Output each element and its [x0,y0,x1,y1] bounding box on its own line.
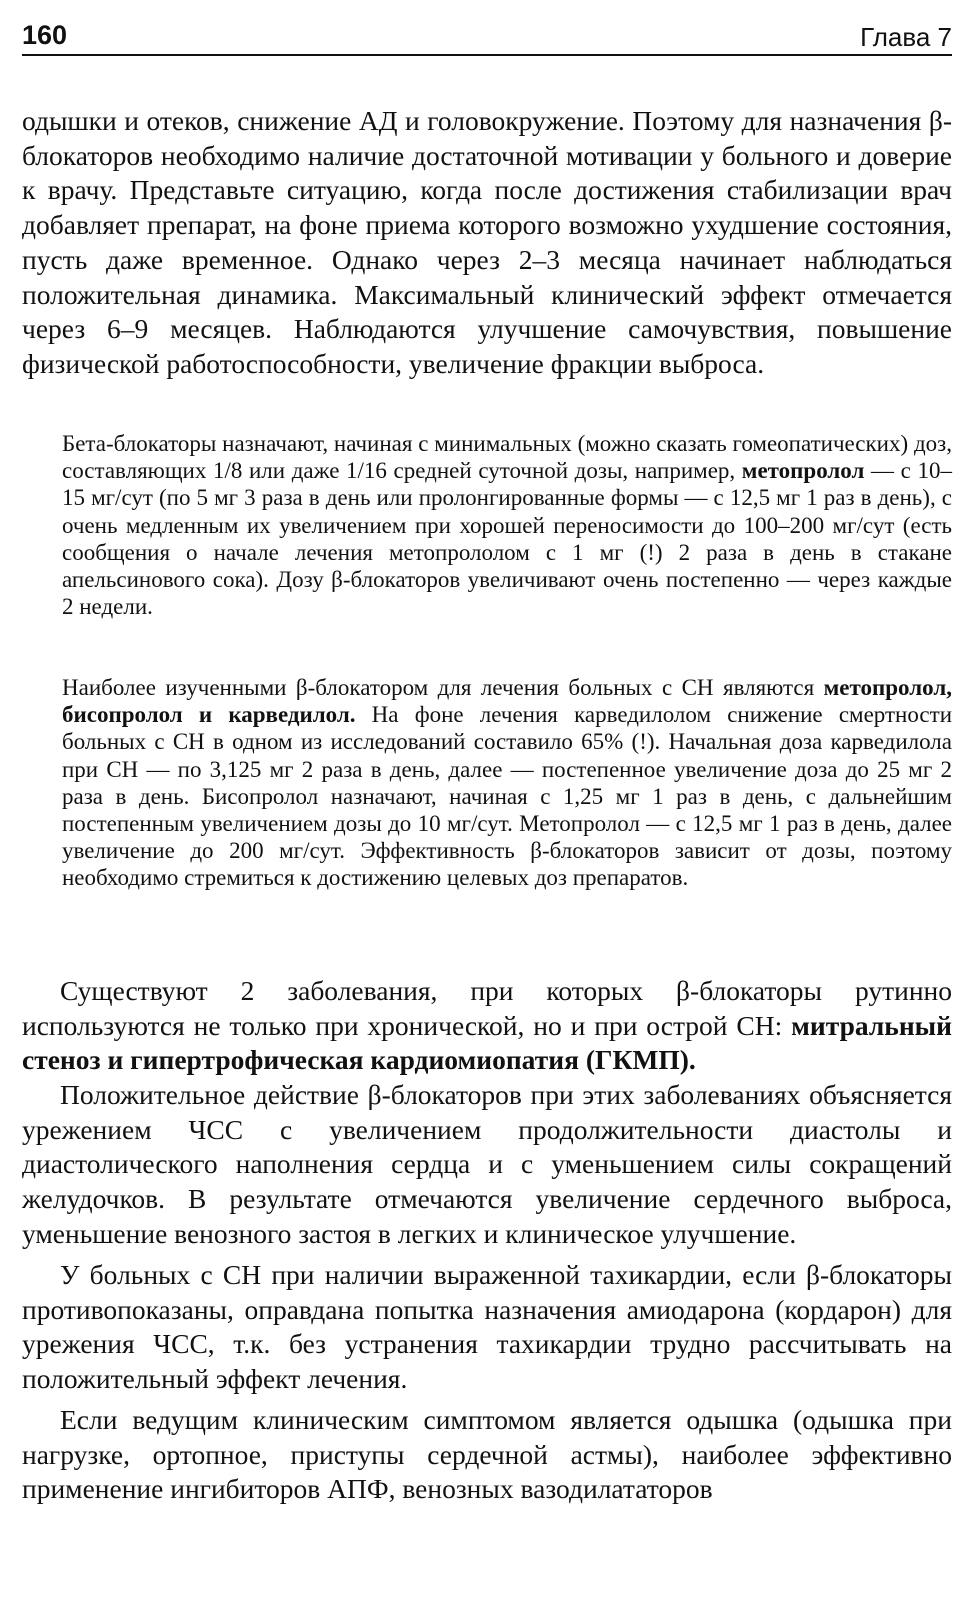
running-header [22,18,952,56]
note-dosing-text-1: Бета-блокаторы назначают, начиная с минимальных (можно сказать гомеопатических) доз, составляющих 1/8 или даже 1/16 средней суточной дозы, например, [62,431,952,484]
note-dosing-text-2: — с 10–15 мг/сут (по 5 мг 3 раза в день или пролонгированные формы — с 12,5 мг 1 раз в день), с очень медленным их увеличением при хорошей переносимости до 100–200 мг/сут (есть сообщения о начале лечения метопрололом с 1 мг (!) 2 раза в день в стакане апельсинового сока). Дозу β-блокаторов увеличивают очень постепенно — через каждые 2 недели. [62,458,952,620]
page-number: 160 [22,20,68,50]
note-studied-drugs [62,674,952,892]
paragraph-motivation: одышки и отеков, снижение АД и головокружение. Поэтому для назначения β-блокаторов необходимо наличие достаточной мотивации у больного и доверие к врачу. Представьте ситуацию, когда после достижения стабилизации врач добавляет препарат, на фоне приема которого возможно ухудшение состояния, пусть даже временное. Однако через 2–3 месяца начинает наблюдаться положительная динамика. Максимальный клинический эффект отмечается через 6–9 месяцев. Наблюдаются улучшение самочувствия, повышение физической работоспособности, увеличение фракции выброса. [22,105,952,379]
note-studied-text-1: Наиболее изученными β-блокатором для лечения больных с СН являются [62,675,824,700]
note-studied-bold: метопролол, бисопролол и карведилол. [62,675,952,728]
paragraph-dyspnea: Если ведущим клиническим симптомом является одышка (одышка при нагрузке, ортопное, приступы сердечной астмы), наиболее эффективно применение ингибиторов АПФ, венозных вазодилататоров [22,1404,952,1505]
paragraph-positive-action: Положительное действие β-блокаторов при этих заболеваниях объясняется урежением ЧСС с увеличением продолжительности диастолы и диастолического наполнения сердца и с уменьшением силы сокращений желудочков. В результате отмечаются увеличение сердечного выброса, уменьшение венозного застоя в легких и клиническое улучшение. [22,1079,952,1249]
paragraph-two-diseases-bold: митральный стеноз и гипертрофическая кардиомиопатия (ГКМП). [22,1009,952,1076]
note-studied-text-2: На фоне лечения карведилолом снижение смертности больных с СН в одном из исследований составило 65% (!). Начальная доза карведилола при СН — по 3,125 мг 2 раза в день, далее — постепенное увеличение доза до 25 мг 2 раза в день. Бисопролол назначают, начиная с 1,25 мг 1 раз в день, с дальнейшим постепенным увеличением дозы до 10 мг/сут. Метопролол — с 12,5 мг 1 раз в день, далее увеличение до 200 мг/сут. Эффективность β-блокаторов зависит от дозы, поэтому необходимо стремиться к достижению целевых доз препаратов. [62,702,952,891]
paragraph-two-diseases-text: Существуют 2 заболевания, при которых β-блокаторы рутинно используются не только при хронической, но и при острой СН: [22,975,952,1041]
note-dosing [62,430,952,620]
note-dosing-bold: метопролол [741,458,865,484]
paragraph-amiodarone: У больных с СН при наличии выраженной тахикардии, если β-блокаторы противопоказаны, оправдана попытка назначения амиодарона (кордарон) для урежения ЧСС, т.к. без устранения тахикардии трудно рассчитывать на положительный эффект лечения. [22,1259,952,1395]
chapter-title: Глава 7 [860,22,952,52]
paragraph-two-diseases [22,974,952,1078]
